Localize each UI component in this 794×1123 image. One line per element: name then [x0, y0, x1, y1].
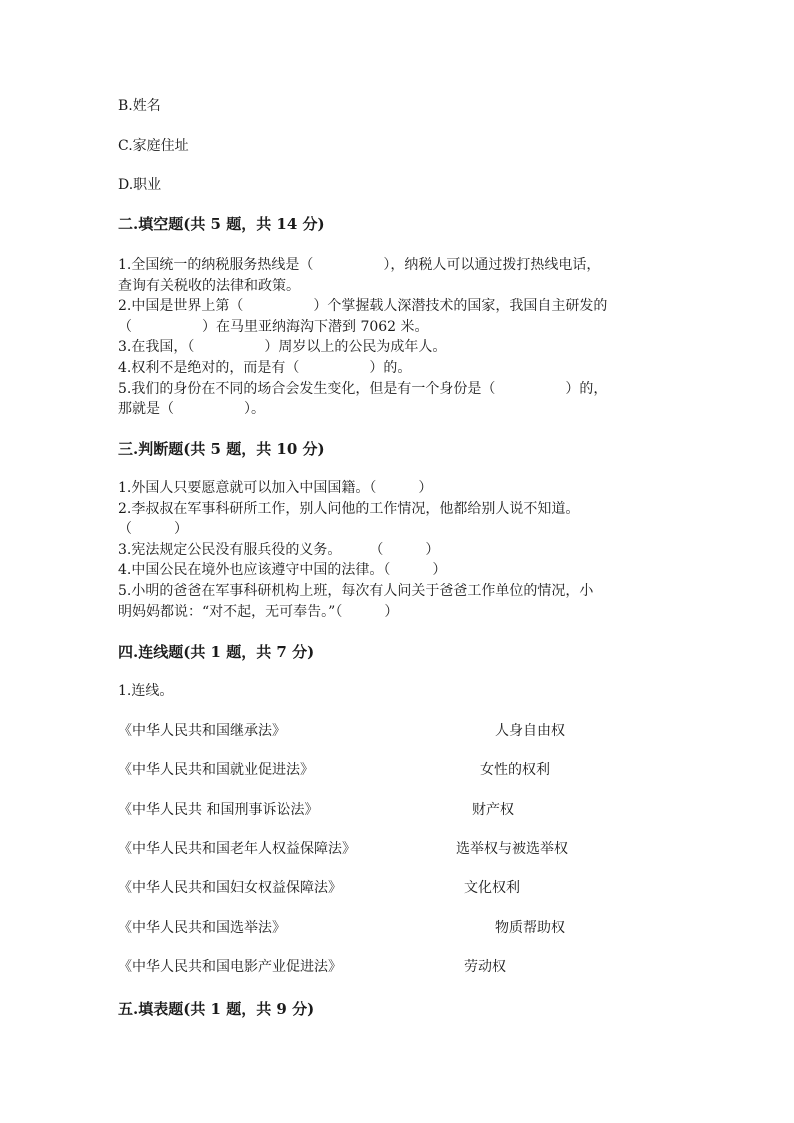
- right-name: 物质帮助权: [495, 920, 565, 936]
- option-b: B.姓名: [118, 98, 161, 114]
- fill-q2-line2: （ ）在马里亚纳海沟下潜到 7062 米。: [118, 318, 429, 335]
- match-row: [118, 759, 678, 781]
- judge-q1: 1.外国人只要愿意就可以加入中国国籍。（ ）: [118, 480, 433, 496]
- judgment-questions: [118, 478, 678, 622]
- right-name: 选举权与被选举权: [456, 841, 568, 857]
- section-4-heading: 四.连线题(共 1 题，共 7 分): [118, 643, 315, 661]
- fill-q1-line1: 1.全国统一的纳税服务热线是（ ），纳税人可以通过拨打热线电话，: [118, 257, 601, 273]
- section-5-heading: 五.填表题(共 1 题，共 9 分): [118, 1000, 315, 1018]
- section-3-heading: 三.判断题(共 5 题，共 10 分): [118, 440, 325, 458]
- match-row: [118, 956, 678, 978]
- law-name: 《中华人民共和国妇女权益保障法》: [118, 880, 342, 896]
- law-name: 《中华人民共和国老年人权益保障法》: [118, 841, 356, 857]
- fill-q3: 3.在我国，（ ）周岁以上的公民为成年人。: [118, 339, 447, 356]
- fill-q2-line1: 2.中国是世界上第（ ）个掌握载人深潜技术的国家，我国自主研发的: [118, 298, 608, 315]
- fill-q5-line2: 那就是（ ）。: [118, 401, 265, 418]
- right-name: 女性的权利: [480, 762, 550, 778]
- option-c: C.家庭住址: [118, 138, 189, 154]
- law-name: 《中华人民共和国选举法》: [118, 920, 286, 936]
- judge-q3: 3.宪法规定公民没有服兵役的义务。 （ ）: [118, 541, 440, 558]
- section-2-heading: 二.填空题(共 5 题，共 14 分): [118, 215, 325, 233]
- judge-q2-line2: （ ）: [118, 521, 188, 538]
- fill-q5-line1: 5.我们的身份在不同的场合会发生变化，但是有一个身份是（ ）的，: [118, 380, 608, 397]
- judge-q2-line1: 2.李叔叔在军事科研所工作，别人问他的工作情况，他都给别人说不知道。: [118, 500, 580, 517]
- law-name: 《中华人民共和国继承法》: [118, 723, 286, 739]
- match-row: [118, 799, 678, 821]
- judge-q5-line1: 5.小明的爸爸在军事科研机构上班，每次有人问关于爸爸工作单位的情况，小: [118, 582, 594, 599]
- judge-q5-line2: 明妈妈都说：“对不起，无可奉告。”（ ）: [118, 603, 399, 620]
- option-d: D.职业: [118, 177, 162, 193]
- match-row: [118, 917, 678, 939]
- right-name: 财产权: [472, 802, 514, 818]
- law-name: 《中华人民共和国就业促进法》: [118, 762, 314, 778]
- match-row: [118, 720, 678, 742]
- judge-q4: 4.中国公民在境外也应该遵守中国的法律。（ ）: [118, 562, 447, 579]
- law-name: 《中华人民共和国电影产业促进法》: [118, 959, 342, 975]
- law-name: 《中华人民共 和国刑事诉讼法》: [118, 802, 319, 818]
- right-name: 文化权利: [464, 880, 520, 896]
- fill-q4: 4.权利不是绝对的，而是有（ ）的。: [118, 359, 412, 376]
- match-row: [118, 838, 678, 860]
- match-row: [118, 877, 678, 899]
- fill-blank-questions: [118, 255, 678, 420]
- right-name: 劳动权: [464, 959, 506, 975]
- right-name: 人身自由权: [495, 723, 565, 739]
- fill-q1-line2: 查询有关税收的法律和政策。: [118, 277, 300, 294]
- match-question: 1.连线。: [118, 683, 174, 699]
